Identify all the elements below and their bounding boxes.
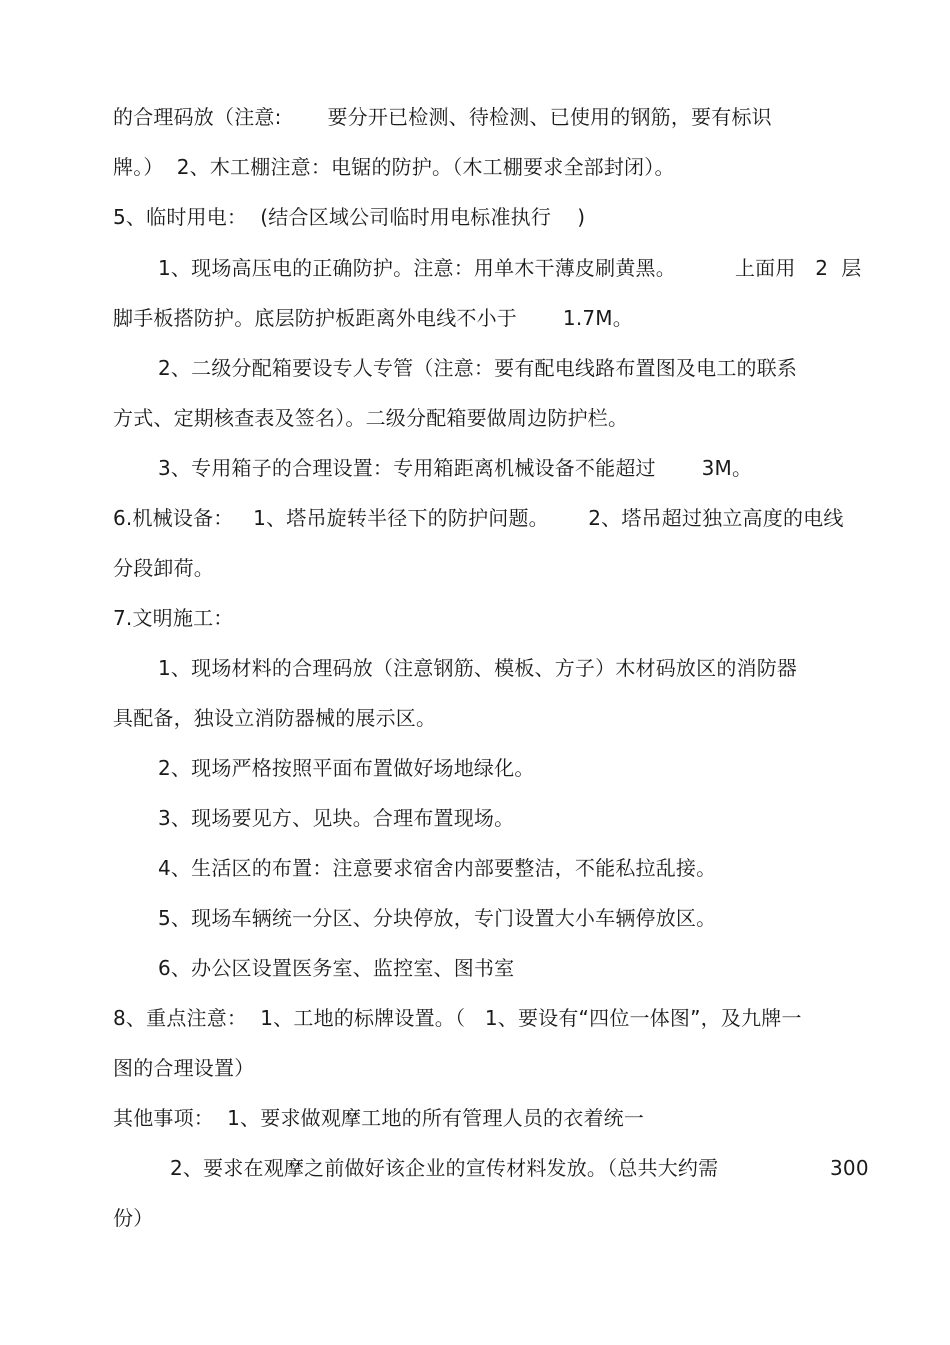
text-line: 1、现场材料的合理码放（注意钢筋、模板、方子）木材码放区的消防器 xyxy=(158,656,798,680)
text-line: 2、要求在观摩之前做好该企业的宣传材料发放。（总共大约需 xyxy=(170,1156,719,1180)
text-line: 6、办公区设置医务室、监控室、图书室 xyxy=(158,956,515,980)
text-line: 3、现场要见方、见块。合理布置现场。 xyxy=(158,806,515,830)
section-heading-civilized-construction: 7.文明施工： xyxy=(113,606,234,630)
section-heading-key-notes: 8、重点注意： 1、工地的标牌设置。（ 1、要设有“四位一体图”，及九牌一 xyxy=(113,1006,802,1030)
text-line: 1、现场高压电的正确防护。注意：用单木干薄皮刷黄黑。 上面用 2 层 xyxy=(158,256,862,280)
text-line: 3、专用箱子的合理设置：专用箱距离机械设备不能超过 3M。 xyxy=(158,456,753,480)
text-line: 脚手板搭防护。底层防护板距离外电线不小于 1.7M。 xyxy=(113,306,633,330)
text-line: 4、生活区的布置：注意要求宿舍内部要整洁，不能私拉乱接。 xyxy=(158,856,717,880)
text-line: 分段卸荷。 xyxy=(113,556,214,580)
text-line: 牌。） 2、木工棚注意：电锯的防护。（木工棚要求全部封闭）。 xyxy=(113,155,675,179)
text-line: 方式、定期核查表及签名）。二级分配箱要做周边防护栏。 xyxy=(113,406,629,430)
text-line: 5、现场车辆统一分区、分块停放，专门设置大小车辆停放区。 xyxy=(158,906,717,930)
section-heading-other-matters: 其他事项： 1、要求做观摩工地的所有管理人员的衣着统一 xyxy=(113,1106,645,1130)
section-heading-temporary-power: 5、临时用电： (结合区域公司临时用电标准执行 ) xyxy=(113,205,586,229)
text-line: 的合理码放（注意: 要分开已检测、待检测、已使用的钢筋，要有标识 xyxy=(113,105,772,129)
text-line: 份） xyxy=(113,1206,154,1230)
section-heading-machinery: 6.机械设备： 1、塔吊旋转半径下的防护问题。 2、塔吊超过独立高度的电线 xyxy=(113,506,844,530)
text-line-number: 300 xyxy=(830,1156,869,1180)
text-line: 2、现场严格按照平面布置做好场地绿化。 xyxy=(158,756,535,780)
text-line: 图的合理设置） xyxy=(113,1056,255,1080)
text-line: 2、二级分配箱要设专人专管（注意：要有配电线路布置图及电工的联系 xyxy=(158,356,798,380)
text-line: 具配备，独设立消防器械的展示区。 xyxy=(113,706,437,730)
